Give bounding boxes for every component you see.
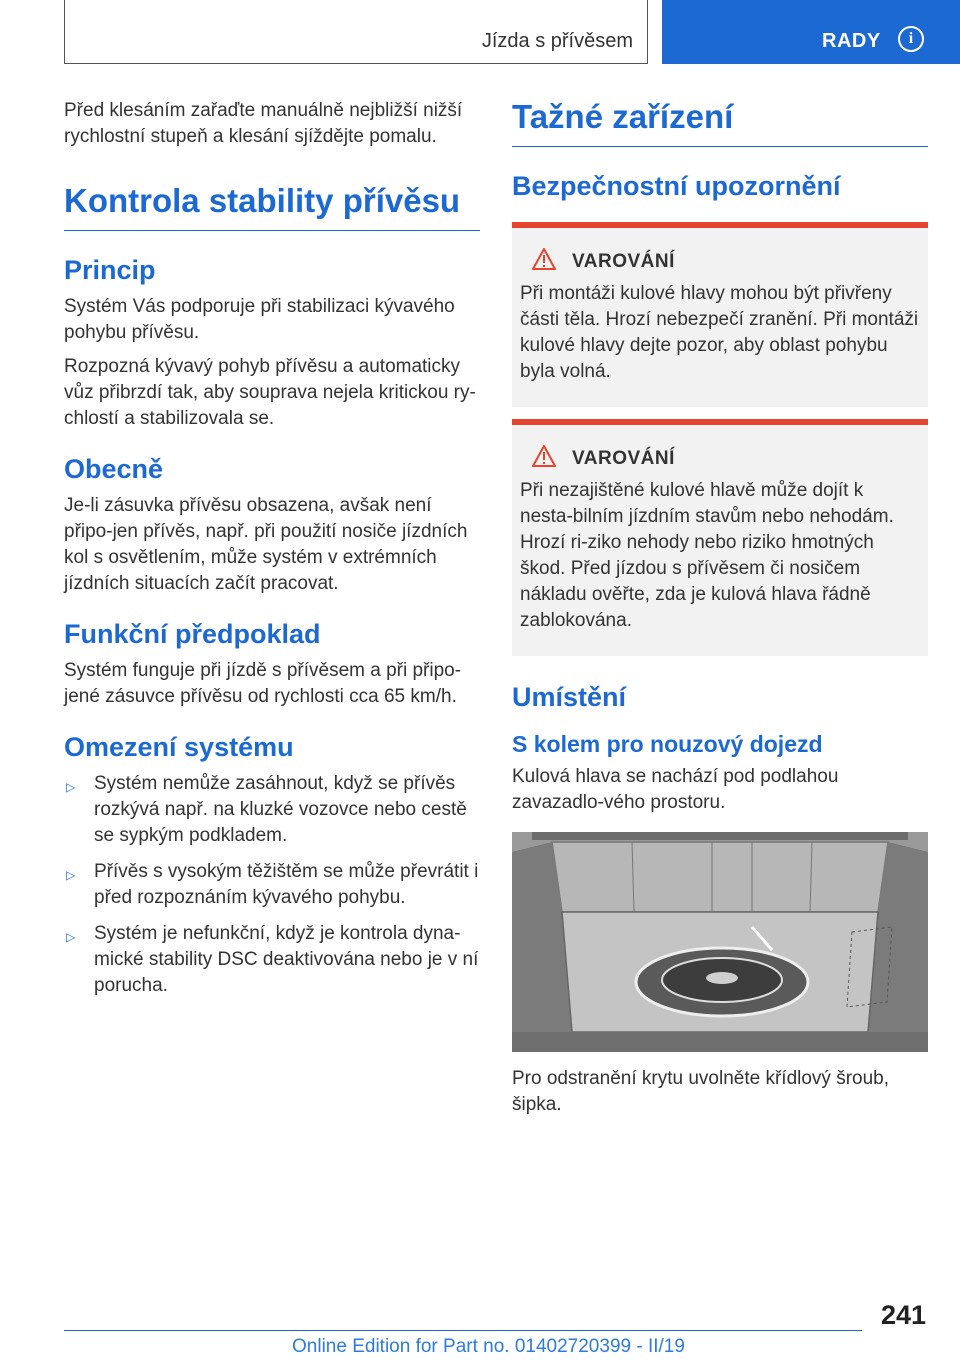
bullet-triangle-icon: ▷ [66,930,76,944]
warning-text: Při montáži kulové hlavy mohou být přivřeny části těla. Hrozí nebezpečí zranění. Při montáži kulové hlavy dejte pozor, aby oblast pohybu byla volná. [520,283,919,382]
footer-edition: Online Edition for Part no. 01402720399 - II/19 [292,1336,685,1357]
list-item: ▷ Systém je nefunkční, když je kontrola dyna-mické stability DSC deaktivována nebo je v ní porucha. [66,923,479,996]
prerequisite-paragraph: Systém funguje při jízdě s přívěsem a při připo-jené zásuvce přívěsu od rychlosti cca 65 km/h. [64,660,462,707]
heading-safety: Bezpečnostní upozornění [512,171,841,201]
warning-title: VAROVÁNÍ [572,250,675,272]
warning-text: Při nezajištěné kulové hlavě může dojít k nesta-bilním jízdním stavům nebo nehodám. Hrozí ri-ziko nehody nebo riziko hmotných škod. Před jízdou s přívěsem či nosičem nákladu ověřte, zda je kulová hlava řádně zablokována. [520,480,894,631]
warning-title: VAROVÁNÍ [572,447,675,469]
header-section-box [64,0,648,64]
heading-limits: Omezení systému [64,732,294,762]
page-number: 241 [880,1300,926,1330]
heading-general: Obecně [64,454,164,484]
trunk-photo [512,832,928,1052]
principle-paragraph-2: Rozpozná kývavý pohyb přívěsu a automaticky vůz přibrzdí tak, aby souprava nejela kritickou ry-chlostí a stabilizovala se. [64,356,476,429]
warning-triangle-icon [532,445,556,472]
photo-caption: Pro odstranění krytu uvolněte křídlový šroub, šipka. [512,1068,890,1115]
list-item: ▷ Přívěs s vysokým těžištěm se může převrátit i před rozpoznáním kývavého pohybu. [66,861,479,908]
warning-box [512,419,928,656]
intro-paragraph: Před klesáním zařaďte manuálně nejbližší nižší rychlostní stupeň a klesání sjíždějte pomalu. [64,100,463,147]
warning-triangle-icon [532,248,556,275]
header-tab-rady[interactable] [662,0,960,64]
bullet-triangle-icon: ▷ [66,868,76,882]
header-tab-label: RADY [822,30,881,52]
info-icon[interactable]: i [898,26,924,52]
heading-location: Umístění [512,682,627,712]
heading-spare-wheel: S kolem pro nouzový dojezd [512,731,823,757]
general-paragraph: Je-li zásuvka přívěsu obsazena, avšak není připo-jen přívěs, např. při použití nosiče jízdních kol s osvětlením, může systém v extrémních jízdních situacích začít pracovat. [64,495,468,594]
list-item: ▷ Systém nemůže zasáhnout, když se přívěs rozkývá např. na kluzké vozovce nebo cestě se sypkým podkladem. [66,773,467,846]
section-title-towbar: Tažné zařízení [512,98,928,147]
left-column [64,98,480,1009]
heading-prerequisite: Funkční předpoklad [64,619,321,649]
right-column [512,98,928,1126]
warning-box [512,222,928,407]
spare-paragraph: Kulová hlava se nachází pod podlahou zavazadlo-vého prostoru. [512,766,839,813]
bullet-triangle-icon: ▷ [66,780,76,794]
footer-divider [64,1330,862,1331]
section-title-stability: Kontrola stability přívěsu [64,182,480,231]
heading-principle: Princip [64,255,156,285]
header-section-title: Jízda s přívěsem [481,30,633,52]
limits-list [64,771,480,999]
principle-paragraph-1: Systém Vás podporuje při stabilizaci kývavého pohybu přívěsu. [64,296,455,343]
